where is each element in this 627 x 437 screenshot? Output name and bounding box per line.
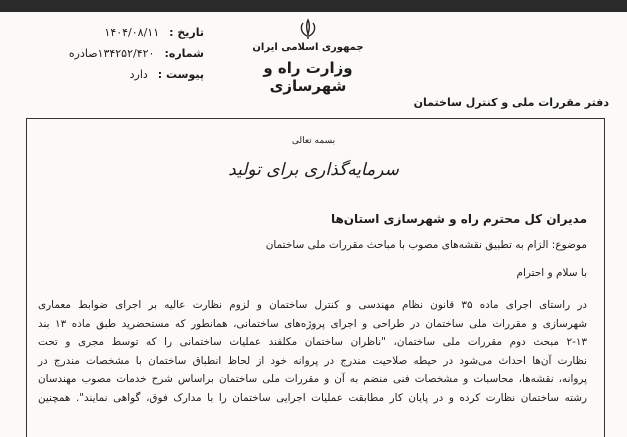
date-label: تاریخ : (169, 26, 204, 39)
number-label: شماره: (164, 47, 204, 60)
iran-emblem-icon (298, 18, 318, 40)
body-line: شهرسازی و مقررات ملی ساختمان در طراحی و اجرای پروژه‌های ساختمانی، همانطور که مستحضرید طبق ماده ۱۳ بند (38, 317, 587, 330)
letter-body (38, 296, 587, 407)
office-name: دفتر مقررات ملی و کنترل ساختمان (413, 96, 609, 109)
top-dark-bar (0, 0, 627, 12)
date-value: ۱۴۰۴/۰۸/۱۱ (104, 26, 160, 39)
attachment-row (44, 64, 204, 85)
subject-line: موضوع: الزام به تطبیق نقشه‌های مصوب با مباحث مقررات ملی ساختمان (265, 239, 587, 251)
body-line: ۲-۱۳ مبحث دوم مقررات ملی ساختمان، "ناظران ساختمان مکلفند عملیات ساختمانی را که توسط مجری و تحت (38, 336, 587, 348)
body-line: پروانه، نقشه‌ها، محاسبات و مشخصات فنی منضم به آن و مقررات ملی ساختمان براساس شرح خدمات مصوب مهندسان (38, 373, 587, 385)
addressee: مدیران کل محترم راه و شهرسازی استان‌ها (330, 212, 587, 226)
number-value: ۱۳۴۲۵۲/۴۲۰صادره (68, 47, 155, 60)
greeting: با سلام و احترام (516, 267, 587, 279)
attachment-value: دارد (129, 68, 148, 81)
body-line: نظارت آن‌ها احداث می‌شود در حیطه صلاحیت مندرج در پروانه خود از لحاظ انطباق ساختمان با مشخصات مندرج در (38, 354, 587, 367)
basmala: بسمه تعالی (291, 136, 336, 146)
year-slogan: سرمایه‌گذاری برای تولید (228, 160, 399, 180)
ministry-name: وزارت راه و شهرسازی (263, 59, 353, 95)
date-row (44, 22, 204, 43)
letter-meta (44, 22, 204, 85)
body-line: در راستای اجرای ماده ۳۵ قانون نظام مهندسی و کنترل ساختمان و لزوم نظارت عالیه بر اجرای ضوابط معماری (38, 299, 587, 311)
attachment-label: پیوست : (157, 68, 204, 81)
government-name: جمهوری اسلامی ایران (252, 42, 364, 53)
body-line: رشته ساختمان نظارت کرده و در پایان کار مطابقت عملیات اجرایی ساختمان را با مدارک فوق، گواهی نمایند". همچنین (38, 391, 587, 404)
organization-block (240, 42, 376, 95)
number-row (44, 43, 204, 64)
